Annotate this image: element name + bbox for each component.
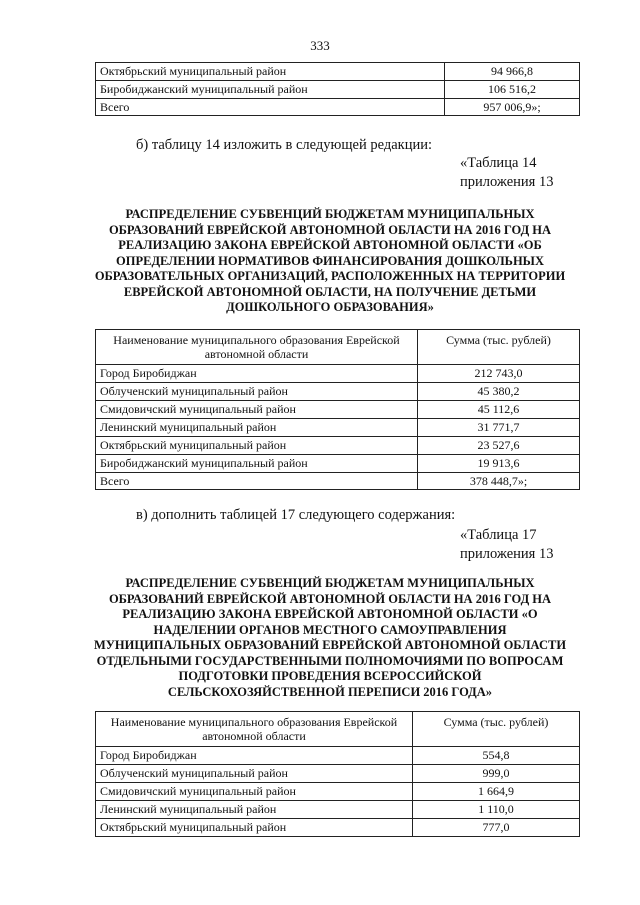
- table-ref-line: «Таблица 17: [460, 527, 537, 543]
- row-value: 212 743,0: [418, 365, 580, 383]
- row-value: 957 006,9»;: [445, 99, 580, 116]
- row-value: 23 527,6: [418, 437, 580, 455]
- row-value: 554,8: [413, 747, 580, 765]
- row-name: Ленинский муниципальный район: [96, 801, 413, 819]
- section-v-heading: [80, 576, 580, 700]
- header-sum: Сумма (тыс. рублей): [418, 330, 580, 365]
- section-v-instruction: в) дополнить таблицей 17 следующего содержания:: [136, 507, 456, 523]
- row-name: Смидовичский муниципальный район: [96, 401, 418, 419]
- table-row: [96, 419, 580, 437]
- heading-line: ОТДЕЛЬНЫМИ ГОСУДАРСТВЕННЫМИ ПОЛНОМОЧИЯМИ ПО ВОПРОСАМ: [96, 653, 564, 668]
- heading-line: ОПРЕДЕЛЕНИИ НОРМАТИВОВ ФИНАНСИРОВАНИЯ ДОШКОЛЬНЫХ: [116, 253, 544, 268]
- table-row: [96, 747, 580, 765]
- row-value: 106 516,2: [445, 81, 580, 99]
- table-row: [96, 383, 580, 401]
- heading-line: РАСПРЕДЕЛЕНИЕ СУБВЕНЦИЙ БЮДЖЕТАМ МУНИЦИПАЛЬНЫХ: [125, 576, 535, 590]
- row-name: Смидовичский муниципальный район: [96, 783, 413, 801]
- row-name: Ленинский муниципальный район: [96, 419, 418, 437]
- row-name: Октябрьский муниципальный район: [96, 437, 418, 455]
- section-b-heading: [80, 207, 580, 316]
- heading-line: РЕАЛИЗАЦИЮ ЗАКОНА ЕВРЕЙСКОЙ АВТОНОМНОЙ ОБЛАСТИ «ОБ: [118, 238, 542, 252]
- table-row: [96, 455, 580, 473]
- row-name: Биробиджанский муниципальный район: [96, 81, 445, 99]
- row-name: Биробиджанский муниципальный район: [96, 455, 418, 473]
- heading-line: РАСПРЕДЕЛЕНИЕ СУБВЕНЦИЙ БЮДЖЕТАМ МУНИЦИПАЛЬНЫХ: [125, 207, 535, 221]
- row-value: 378 448,7»;: [418, 473, 580, 490]
- heading-line: ЕВРЕЙСКОЙ АВТОНОМНОЙ ОБЛАСТИ, НА ПОЛУЧЕНИЕ ДЕТЬМИ: [123, 284, 537, 299]
- row-value: 777,0: [413, 819, 580, 837]
- row-value: 94 966,8: [445, 63, 580, 81]
- table-row: [96, 401, 580, 419]
- section-b-table-reference: [460, 154, 553, 192]
- heading-line: РЕАЛИЗАЦИЮ ЗАКОНА ЕВРЕЙСКОЙ АВТОНОМНОЙ ОБЛАСТИ «О: [122, 607, 538, 621]
- table-row: [96, 365, 580, 383]
- heading-line: ОБРАЗОВАТЕЛЬНЫХ ОРГАНИЗАЦИЙ, РАСПОЛОЖЕННЫХ НА ТЕРРИТОРИИ: [94, 269, 566, 283]
- header-sum: Сумма (тыс. рублей): [413, 712, 580, 747]
- heading-line: ДОШКОЛЬНОГО ОБРАЗОВАНИЯ»: [226, 300, 434, 314]
- row-value: 999,0: [413, 765, 580, 783]
- table-header-row: [96, 330, 580, 365]
- header-municipality: Наименование муниципального образования Еврейской автономной области: [96, 712, 413, 747]
- row-value: 1 664,9: [413, 783, 580, 801]
- table-row: [96, 437, 580, 455]
- table-total-row: [96, 473, 580, 490]
- row-value: 45 112,6: [418, 401, 580, 419]
- header-municipality: Наименование муниципального образования Еврейской автономной области: [96, 330, 418, 365]
- row-name: Город Биробиджан: [96, 365, 418, 383]
- row-name: Октябрьский муниципальный район: [96, 63, 445, 81]
- table-ref-line: «Таблица 14: [460, 155, 537, 171]
- table-header-row: [96, 712, 580, 747]
- table-row: [96, 81, 580, 99]
- heading-line: НАДЕЛЕНИИ ОРГАНОВ МЕСТНОГО САМОУПРАВЛЕНИЯ: [153, 622, 507, 637]
- previous-table: [95, 62, 580, 116]
- row-name: Всего: [96, 473, 418, 490]
- table-total-row: [96, 99, 580, 116]
- heading-line: ОБРАЗОВАНИЙ ЕВРЕЙСКОЙ АВТОНОМНОЙ ОБЛАСТИ НА 2016 ГОД НА: [108, 591, 552, 606]
- table-row: [96, 783, 580, 801]
- row-name: Всего: [96, 99, 445, 116]
- row-name: Облученский муниципальный район: [96, 383, 418, 401]
- table-14: [95, 329, 580, 490]
- row-name: Октябрьский муниципальный район: [96, 819, 413, 837]
- heading-line: МУНИЦИПАЛЬНЫХ ОБРАЗОВАНИЙ ЕВРЕЙСКОЙ АВТОНОМНОЙ ОБЛАСТИ: [93, 638, 567, 652]
- row-name: Облученский муниципальный район: [96, 765, 413, 783]
- section-b-instruction: б) таблицу 14 изложить в следующей редакции:: [136, 137, 433, 153]
- heading-line: СЕЛЬСКОХОЗЯЙСТВЕННОЙ ПЕРЕПИСИ 2016 ГОДА»: [167, 684, 493, 699]
- table-17: [95, 711, 580, 837]
- table-row: [96, 801, 580, 819]
- table-row: [96, 819, 580, 837]
- row-value: 19 913,6: [418, 455, 580, 473]
- row-value: 31 771,7: [418, 419, 580, 437]
- page-number: 333: [310, 38, 330, 53]
- table-row: [96, 63, 580, 81]
- appendix-ref-line: приложения 13: [460, 174, 554, 190]
- heading-line: ПОДГОТОВКИ ПРОВЕДЕНИЯ ВСЕРОССИЙСКОЙ: [178, 669, 482, 683]
- row-name: Город Биробиджан: [96, 747, 413, 765]
- row-value: 1 110,0: [413, 801, 580, 819]
- row-value: 45 380,2: [418, 383, 580, 401]
- section-v-table-reference: [460, 526, 553, 564]
- appendix-ref-line: приложения 13: [460, 546, 554, 562]
- heading-line: ОБРАЗОВАНИЙ ЕВРЕЙСКОЙ АВТОНОМНОЙ ОБЛАСТИ НА 2016 ГОД НА: [108, 222, 552, 237]
- table-row: [96, 765, 580, 783]
